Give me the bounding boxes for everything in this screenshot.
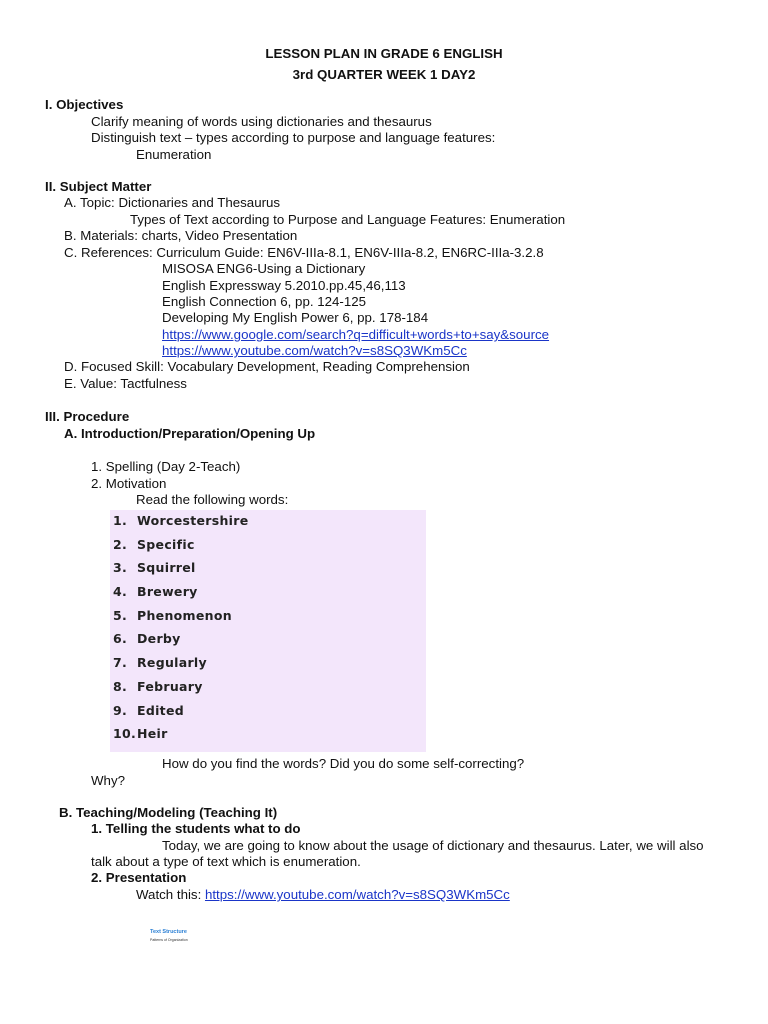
- watch-label: Watch this:: [136, 887, 205, 902]
- objective-1: Clarify meaning of words using dictionaries and thesaurus: [91, 114, 432, 129]
- word-number: 3.: [113, 560, 128, 575]
- materials-line: B. Materials: charts, Video Presentation: [64, 228, 298, 243]
- procedure-heading: III. Procedure: [45, 409, 130, 424]
- topic-line: A. Topic: Dictionaries and Thesaurus: [64, 195, 281, 210]
- teaching-heading: B. Teaching/Modeling (Teaching It): [59, 805, 278, 820]
- page-title: LESSON PLAN IN GRADE 6 ENGLISH: [265, 46, 503, 61]
- word-item: [113, 560, 196, 575]
- objective-2: Distinguish text – types according to purpose and language features:: [91, 130, 496, 145]
- word-item: [113, 631, 181, 646]
- reference-3: English Expressway 5.2010.pp.45,46,113: [162, 278, 406, 293]
- word-number: 1.: [113, 513, 128, 528]
- spelling-item: 1. Spelling (Day 2-Teach): [91, 459, 241, 474]
- word-number: 9.: [113, 703, 128, 718]
- page-subtitle: 3rd QUARTER WEEK 1 DAY2: [292, 67, 476, 82]
- word-number: 2.: [113, 537, 128, 552]
- word-text: February: [137, 679, 203, 694]
- self-correct-question: How do you find the words? Did you do some self-correcting?: [162, 756, 525, 771]
- youtube-link[interactable]: https://www.youtube.com/watch?v=s8SQ3WKm5Cc: [162, 343, 467, 358]
- word-text: Worcestershire: [137, 513, 249, 528]
- google-search-link[interactable]: https://www.google.com/search?q=difficult+words+to+say&source: [162, 327, 550, 342]
- teaching-paragraph-line-2: talk about a type of text which is enumeration.: [91, 854, 361, 869]
- word-number: 7.: [113, 655, 128, 670]
- word-text: Squirrel: [137, 560, 196, 575]
- teaching-paragraph-line-1: Today, we are going to know about the usage of dictionary and thesaurus. Later, we will also: [162, 838, 704, 853]
- word-list-image: [110, 510, 426, 752]
- thumbnail-title: Text Structure: [150, 929, 187, 935]
- word-item: [113, 655, 207, 670]
- word-number: 4.: [113, 584, 128, 599]
- reference-4: English Connection 6, pp. 124-125: [162, 294, 367, 309]
- word-text: Specific: [137, 537, 195, 552]
- word-item: [113, 679, 203, 694]
- objective-3: Enumeration: [136, 147, 212, 162]
- word-text: Regularly: [137, 655, 207, 670]
- word-item: [113, 608, 232, 623]
- subject-matter-heading: II. Subject Matter: [45, 179, 152, 194]
- motivation-item: 2. Motivation: [91, 476, 167, 491]
- telling-students-heading: 1. Telling the students what to do: [91, 821, 301, 836]
- reference-5: Developing My English Power 6, pp. 178-184: [162, 310, 429, 325]
- presentation-video-link[interactable]: https://www.youtube.com/watch?v=s8SQ3WKm5Cc: [204, 887, 510, 902]
- word-item: [113, 537, 195, 552]
- introduction-heading: A. Introduction/Preparation/Opening Up: [64, 426, 316, 441]
- thumbnail-subtitle: Patterns of Organization: [150, 938, 188, 942]
- word-number: 5.: [113, 608, 128, 623]
- word-text: Phenomenon: [137, 608, 232, 623]
- why-question: Why?: [91, 773, 125, 788]
- focused-skill-line: D. Focused Skill: Vocabulary Development, Reading Comprehension: [64, 359, 470, 374]
- read-instruction: Read the following words:: [136, 492, 289, 507]
- watch-line: [136, 887, 510, 903]
- word-item: [113, 513, 249, 528]
- word-item: [113, 726, 168, 741]
- word-text: Derby: [137, 631, 181, 646]
- word-item: [113, 703, 184, 718]
- word-number: 10.: [113, 726, 137, 741]
- word-text: Brewery: [137, 584, 198, 599]
- word-number: 6.: [113, 631, 128, 646]
- word-item: [113, 584, 198, 599]
- word-number: 8.: [113, 679, 128, 694]
- value-line: E. Value: Tactfulness: [64, 376, 187, 391]
- word-text: Heir: [137, 726, 168, 741]
- objectives-heading: I. Objectives: [45, 97, 124, 112]
- word-text: Edited: [137, 703, 184, 718]
- topic-line-2: Types of Text according to Purpose and Language Features: Enumeration: [130, 212, 566, 227]
- references-line: C. References: Curriculum Guide: EN6V-IIIa-8.1, EN6V-IIIa-8.2, EN6RC-IIIa-3.2.8: [64, 245, 544, 260]
- reference-2: MISOSA ENG6-Using a Dictionary: [162, 261, 366, 276]
- presentation-heading: 2. Presentation: [91, 870, 187, 885]
